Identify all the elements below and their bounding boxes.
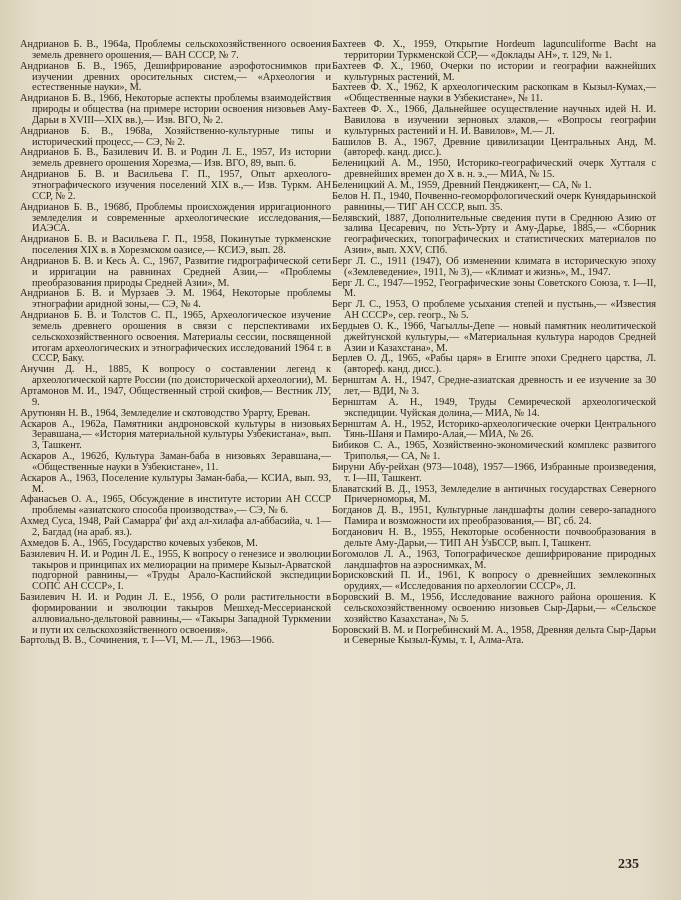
bibliography-left-column [20,40,331,647]
bibliography-entry: Андрианов Б. В., 1966, Некоторые аспекты проблемы взаимодействия природы и общества (на примере истории освоения низовьев Аму-Дарьи в XVIII—XIX вв.),— Изв. ВГО, № 2. [20,93,331,126]
bibliography-entry: Аскаров А., 1962б, Культура Заман-баба в низовьях Зеравшана,— «Общественные науки в Узбекистане», 11. [20,451,331,473]
bibliography-entry: Ахмед Суса, 1948, Рай Самарра' фи' ахд ал-хилафа ал-аббасийа, ч. 1—2, Багдад (на араб. яз.). [20,516,331,538]
bibliography-entry: Беленицкий А. М., 1950, Историко-географический очерк Хутталя с древнейших времен до X в. н. э.,— МИА, № 15. [332,158,656,181]
bibliography-entry: Борисковский П. И., 1961, К вопросу о древнейших землекопных орудиях,— «Исследования по археологии СССР», Л. [332,570,656,593]
bibliography-entry: Андрианов Б. В., 1968а, Хозяйственно-культурные типы и исторический процесс,— СЭ, № 2. [20,125,331,148]
bibliography-entry: Берлев О. Д., 1965, «Рабы царя» в Египте эпохи Среднего царства, Л. (автореф. канд. дисс.). [332,353,656,376]
bibliography-entry: Арутюнян Н. В., 1964, Земледелие и скотоводство Урарту, Ереван. [20,407,311,419]
bibliography-entry: Андрианов Б. В. и Толстов С. П., 1965, Археологическое изучение земель древнего орошения в связи с перспективами их сельскохозяйственного освоения. Материалы сессии, посвященной итогам археологических и этнографических исследований 1964 г. в СССР, Баку. [20,310,331,365]
bibliography-entry: Бартольд В. В., Сочинения, т. I—VI, М.— Л., 1963—1966. [20,635,275,647]
bibliography-entry: Бернштам А. Н., 1947, Средне-азиатская древность и ее изучение за 30 лет,— ВДИ, № 3. [332,375,656,397]
bibliography-right-column [332,40,656,647]
bibliography-entry: Андрианов Б. В. и Кесь А. С., 1967, Развитие гидрографической сети и ирригации на равнинах Средней Азии,— «Проблемы преобразования природы Средней Азии», М. [20,255,331,289]
bibliography-entry: Ахмедов Б. А., 1965, Государство кочевых узбеков, М. [20,537,258,549]
bibliography-entry: Бахтеев Ф. Х., 1966, Дальнейшее осуществление научных идей Н. И. Вавилова в изучении зерновых злаков,— «Вопросы географии культурных растений и Н. И. Вавилов», М.— Л. [332,104,656,137]
bibliography-entry: Богданович Н. В., 1955, Некоторые особенности почвообразования в дельте Аму-Дарьи,— ТИП АН УзБССР, вып. I, Ташкент. [332,526,656,549]
bibliography-entry: Базилевич Н. И. и Родин Л. Е., 1956, О роли растительности в формировании и эволюции такыров Мешхед-Мессерианской аллювиально-дельтовой равнины,— «Такыры Западной Туркмении и пути их сельскохозяйственного освоения». [20,592,331,636]
bibliography-entry: Афанасьев О. А., 1965, Обсуждение в институте истории АН СССР проблемы «азиатского способа производства»,— СЭ, № 6. [20,494,331,517]
bibliography-entry: Анучин Д. Н., 1885, К вопросу о составлении легенд к археологической карте России (по доисторической археологии), М. [20,364,331,387]
bibliography-entry: Андрианов Б. В., 1965, Дешифрирование аэрофотоснимков при изучении древних оросительных систем,— «Археология и естественные науки», М. [20,60,331,94]
bibliography-entry: Башилов В. А., 1967, Древние цивилизации Центральных Анд, М. (автореф. канд. дисс.). [332,136,656,159]
bibliography-entry: Богданов Д. В., 1951, Культурные ландшафты долин северо-западного Памира и возможности их преобразования,— ВГ, сб. 24. [332,505,656,528]
bibliography-entry: Берг Л. С., 1953, О проблеме усыхания степей и пустынь,— «Известия АН СССР», сер. геогр., № 5. [332,299,656,322]
bibliography-entry: Андрианов Б. В. и Мурзаев Э. М. 1964, Некоторые проблемы этнографии аридной зоны,— СЭ, № 4. [20,288,331,311]
bibliography-entry: Аскаров А., 1963, Поселение культуры Заман-баба,— КСИА, вып. 93, М. [20,472,331,495]
bibliography-entry: Андрианов Б. В., 1964а, Проблемы сельскохозяйственного освоения земель древнего орошения,— ВАН СССР, № 7. [20,39,331,61]
bibliography-entry: Берг Л. С., 1911 (1947), Об изменении климата в историческую эпоху («Землеведение», 1911, № 3),— «Климат и жизнь», М., 1947. [332,255,656,278]
bibliography-entry: Белов Н. П., 1940, Почвенно-геоморфологический очерк Кунядарьинской равнины,— ТИГ АН СССР, вып. 35. [332,190,656,213]
bibliography-entry: Бахтеев Ф. Х., 1959, Открытие Hordeum lagunculiforme Bacht на территории Туркменской ССР,— «Доклады АН», т. 129, № 1. [332,39,656,61]
bibliography-entry: Андрианов Б. В. и Васильева Г. П., 1958, Покинутые туркменские поселения XIX в. в Хорезмском оазисе,— КСИЭ, вып. 28. [20,234,331,257]
bibliography-entry: Бахтеев Ф. Х., 1962, К археологическим раскопкам в Кызыл-Кумах,— «Общественные науки в Узбекистане», № 11. [332,82,656,105]
bibliography-entry: Белявский, 1887, Дополнительные сведения пути в Среднюю Азию от залива Цесаревич, по Усть-Урту и Аму-Дарье, 1885,— «Сборник географических, топографических и статистических материалов по Азии», вып. XXV, СПб. [332,212,656,257]
bibliography-entry: Блаватский В. Д., 1953, Земледелие в античных государствах Северного Причерноморья, М. [332,483,656,506]
bibliography-entry: Беленицкий А. М., 1959, Древний Пенджикент,— СА, № 1. [332,179,592,191]
bibliography-entry: Берг Л. С., 1947—1952, Географические зоны Советского Союза, т. I—II, М. [332,277,656,300]
bibliography-entry: Артамонов М. И., 1947, Общественный строй скифов,— Вестник ЛУ, 9. [20,386,331,408]
bibliography-entry: Боровский В. М. и Погребинский М. А., 1958, Древняя дельта Сыр-Дарьи и Северные Кызыл-Кумы, т. I, Алма-Ата. [332,624,656,647]
bibliography-entry: Аскаров А., 1962а, Памятники андроновской культуры в низовьях Зеравшана,— «История материальной культуры Узбекистана», вып. 3, Ташкент. [20,418,331,452]
page-number: 235 [618,857,639,872]
bibliography-entry: Богомолов Л. А., 1963, Топографическое дешифрирование природных ландшафтов на аэроснимках, М. [332,548,656,571]
bibliography-entry: Базилевич Н. И. и Родин Л. Е., 1955, К вопросу о генезисе и эволюции такыров и принципах их мелиорации на примере Кызыл-Арватской подгорной равнины,— «Труды Арало-Каспийской экспедиции СОПС АН СССР», I. [20,548,331,593]
bibliography-entry: Бердыев О. К., 1966, Чагыллы-Депе — новый памятник неолитической джейтунской культуры,— «Материальная культура народов Средней Азии и Казахстана», М. [332,320,656,354]
bibliography-entry: Бируни Абу-рейхан (973—1048), 1957—1966, Избранные произведения, т. I—III, Ташкент. [332,461,656,484]
bibliography-entry: Бибиков С. А., 1965, Хозяйственно-экономический комплекс развитого Триполья,— СА, № 1. [332,440,656,463]
bibliography-entry: Андрианов Б. В. и Васильева Г. П., 1957, Опыт археолого-этнографического изучения поселений XIX в.,— Изв. Туркм. АН ССР, № 2. [20,169,331,202]
bibliography-entry: Бернштам А. Н., 1949, Труды Семиреческой археологической экспедиции. Чуйская долина,— МИА, № 14. [332,396,656,419]
bibliography-entry: Боровский В. М., 1956, Исследование важного района орошения. К сельскохозяйственному освоению низовьев Сыр-Дарьи,— «Сельское хозяйство Казахстана», № 5. [332,592,656,625]
bibliography-entry: Бернштам А. Н., 1952, Историко-археологические очерки Центрального Тянь-Шаня и Памиро-Алая,— МИА, № 26. [332,418,656,441]
bibliography-entry: Андрианов Б. В., Базилевич И. В. и Родин Л. Е., 1957, Из истории земель древнего орошения Хорезма,— Изв. ВГО, 89, вып. 6. [20,147,331,170]
bibliography-entry: Андрианов Б. В., 1968б, Проблемы происхождения ирригационного земледелия и современные археологические исследования,— ИАЭСА. [20,201,331,235]
bibliography-entry: Бахтеев Ф. Х., 1960, Очерки по истории и географии важнейших культурных растений, М. [332,60,656,83]
